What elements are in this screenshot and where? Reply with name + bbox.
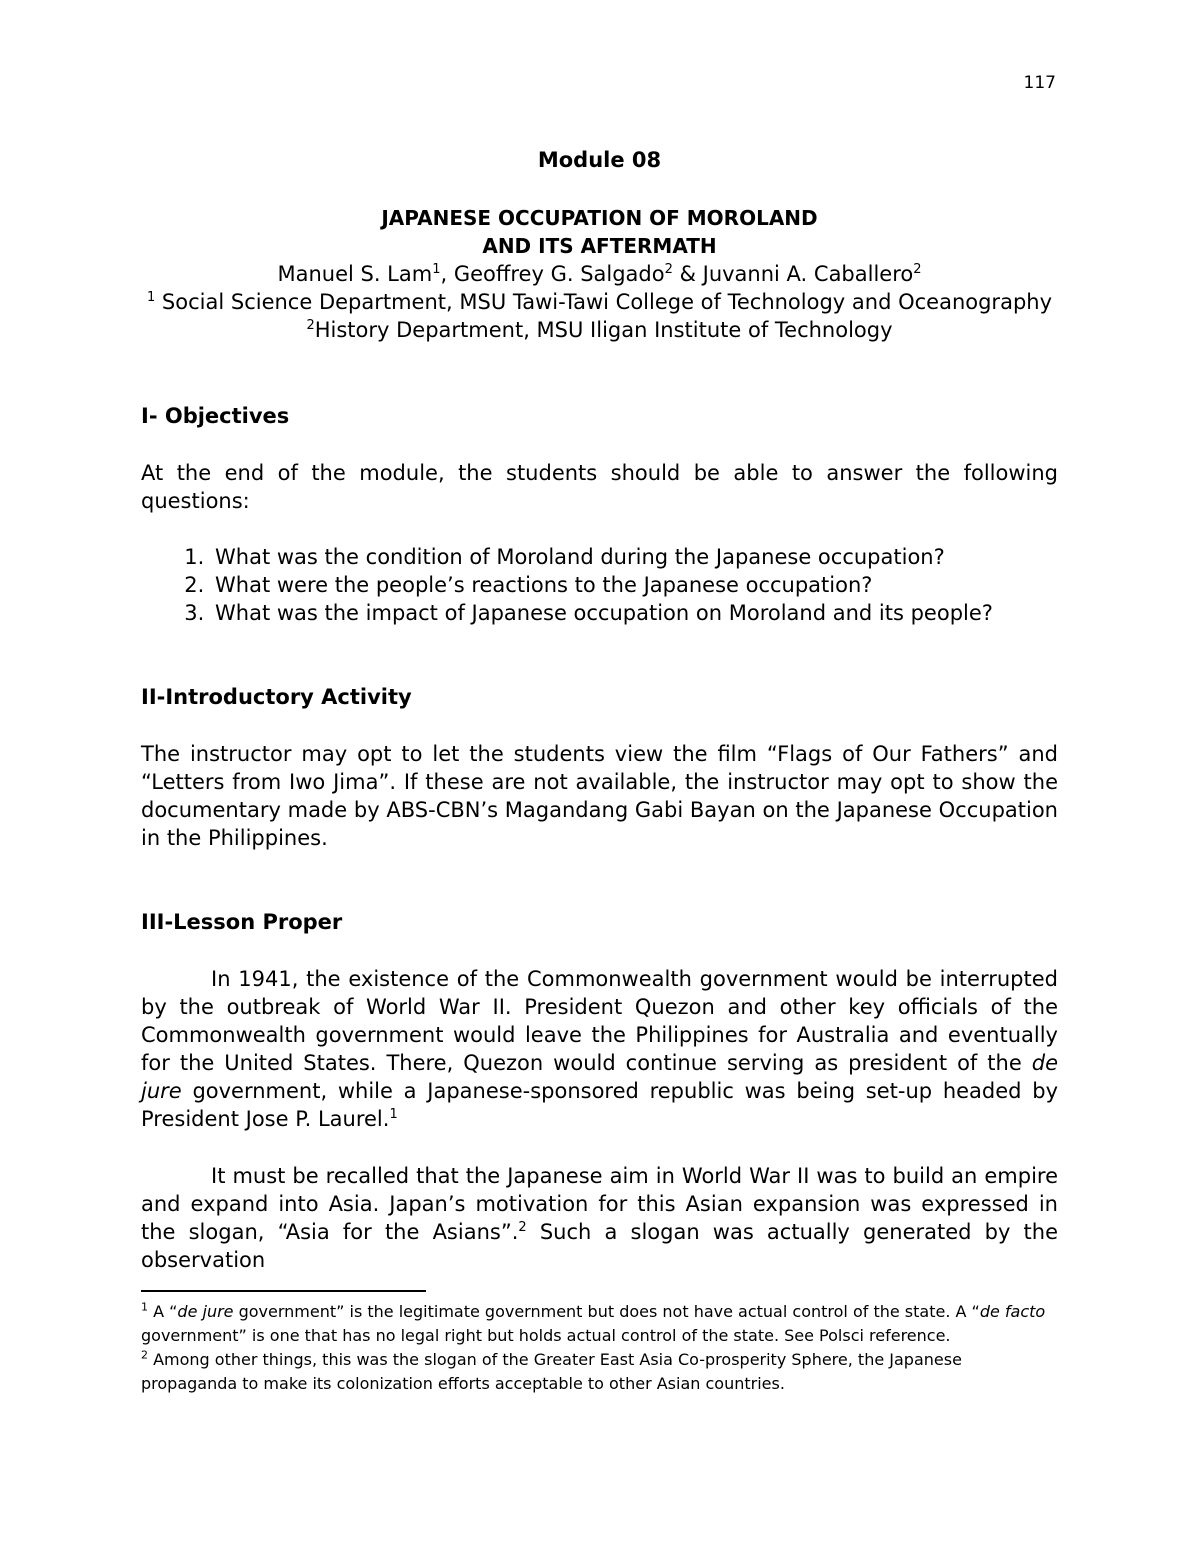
footnote-marker: 1: [141, 1300, 148, 1314]
affiliation-2: [141, 316, 1058, 344]
list-item: 1. What was the condition of Moroland during the Japanese occupation?: [211, 543, 1058, 571]
affiliation-text: Social Science Department, MSU Tawi-Tawi College of Technology and Oceanography: [155, 290, 1053, 314]
footnote-text: government” is one that has no legal right but holds actual control of the state. See Polsci reference.: [141, 1326, 951, 1345]
italic-term: de facto: [979, 1302, 1046, 1321]
title-line-2: AND ITS AFTERMATH: [482, 234, 717, 258]
footnote-text: A “: [148, 1302, 178, 1321]
lesson-paragraph-2: [141, 1162, 1058, 1274]
affiliation-marker: 1: [146, 290, 156, 305]
footnote-2: [141, 1348, 1058, 1396]
page-number: 117: [1023, 73, 1056, 93]
footnote-divider: [141, 1290, 426, 1292]
author-affiliation-marker: 2: [664, 262, 673, 277]
introductory-heading: II-Introductory Activity: [141, 685, 412, 709]
title-line-1: JAPANESE OCCUPATION OF MOROLAND: [381, 206, 818, 230]
paragraph-text: It must be recalled that the Japanese aim in World War II was to build an empire and expand into Asia. Japan’s motivation for this Asian expansion was expressed in the slogan, “Asia for the Asians”.: [141, 1164, 1058, 1244]
italic-term: de jure: [177, 1302, 234, 1321]
author-affiliation-marker: 1: [432, 262, 441, 277]
affiliation-1: [141, 288, 1058, 316]
paragraph-text: In 1941, the existence of the Commonwealth government would be interrupted by the outbreak of World War II. President Quezon and other key officials of the Commonwealth government would leave the Philippines for Australia and eventually for the United States. There, Quezon would continue serving as president of the: [141, 967, 1058, 1075]
author-separator: &: [672, 262, 703, 286]
affiliation-marker: 2: [306, 318, 315, 333]
footnote-marker: 2: [141, 1348, 148, 1362]
list-item: 2. What were the people’s reactions to the Japanese occupation?: [211, 571, 1058, 599]
affiliation-text: History Department, MSU Iligan Institute of Technology: [314, 318, 893, 342]
list-item: 3. What was the impact of Japanese occupation on Moroland and its people?: [211, 599, 1058, 627]
objectives-list: [141, 543, 1058, 627]
italic-term: de jure: [141, 1051, 1058, 1103]
footnotes: [141, 1300, 1058, 1396]
footnote-text: Among other things, this was the slogan of the Greater East Asia Co-prosperity Sphere, the Japanese propaganda to make its colonization efforts acceptable to other Asian countries.: [141, 1350, 962, 1393]
paragraph-text: government, while a Japanese-sponsored republic was being set-up headed by President Jose P. Laurel.: [141, 1079, 1058, 1131]
author-list: [141, 260, 1058, 288]
lesson-heading: III-Lesson Proper: [141, 910, 343, 934]
author-affiliation-marker: 2: [913, 262, 922, 277]
author-name: Juvanni A. Caballero: [702, 262, 914, 286]
document-body: [141, 140, 1058, 1396]
footnote-1: [141, 1300, 1058, 1348]
footnote-reference: 2: [518, 1220, 527, 1235]
paragraph-text: Such a slogan was actually generated by the observation: [141, 1220, 1059, 1272]
author-name: Geoffrey G. Salgado: [453, 262, 665, 286]
lesson-paragraph-1: [141, 965, 1058, 1133]
objectives-intro: At the end of the module, the students should be able to answer the following questions:: [141, 461, 1058, 513]
module-label: Module 08: [537, 148, 662, 172]
introductory-paragraph: The instructor may opt to let the students view the film “Flags of Our Fathers” and “Letters from Iwo Jima”. If these are not available, the instructor may opt to show the documentary made by ABS-CBN’s Magandang Gabi Bayan on the Japanese Occupation in the Philippines.: [141, 742, 1058, 850]
author-name: Manuel S. Lam: [277, 262, 433, 286]
objectives-heading: I- Objectives: [141, 404, 290, 428]
author-separator: ,: [440, 262, 454, 286]
document-title: [141, 204, 1058, 260]
footnote-reference: 1: [389, 1107, 398, 1122]
footnote-text: government” is the legitimate government but does not have actual control of the state. A “: [233, 1302, 980, 1321]
